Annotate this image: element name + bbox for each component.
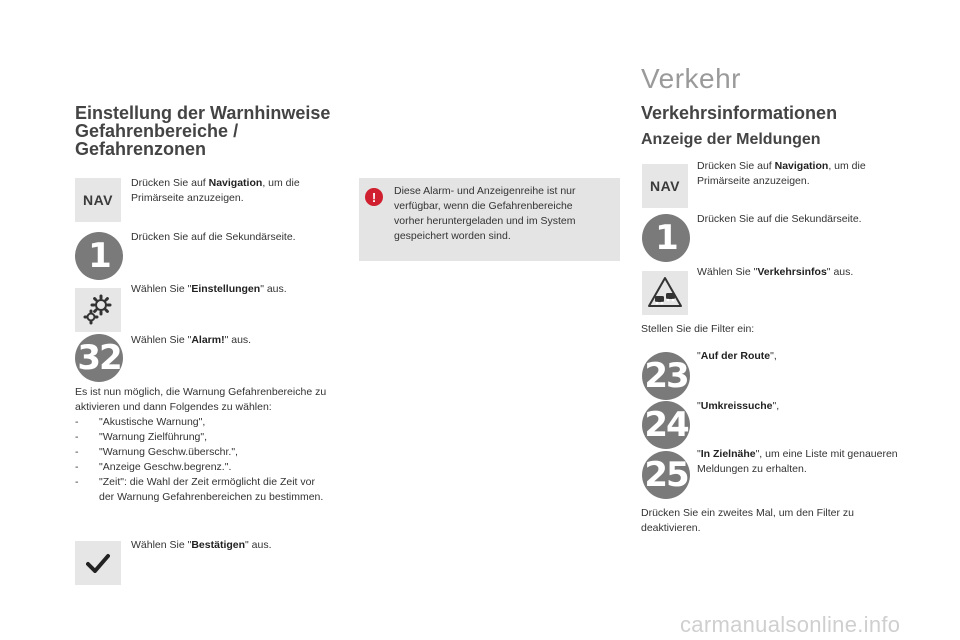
alert-line-3: vorher heruntergeladen und im System: [394, 215, 576, 227]
nav-icon-label: NAV: [649, 178, 681, 194]
filter-route-text: "Auf der Route",: [697, 350, 777, 362]
nav-button-icon: [642, 164, 688, 208]
step-settings-post: " aus.: [260, 283, 287, 295]
right-step-nav-pre: Drücken Sie auf: [697, 160, 775, 172]
para-line-1: Es ist nun möglich, die Warnung Gefahrenbereiche zu: [75, 386, 327, 398]
number-25-icon: [642, 451, 690, 499]
alert-line-4: gespeichert worden sind.: [394, 230, 511, 242]
option-item: - "Warnung Geschw.überschr.",: [75, 445, 345, 460]
left-title-line-3: Gefahrenzonen: [75, 139, 207, 159]
number-1-icon: [642, 214, 690, 262]
right-step-nav-text: [697, 159, 866, 189]
deactivate-text: [641, 506, 854, 536]
step-settings-pre: Wählen Sie ": [131, 283, 192, 295]
left-title-line-2: Gefahrenbereiche /: [75, 121, 239, 141]
filter-route-bold: Auf der Route: [700, 350, 771, 362]
number-32-icon: [75, 334, 123, 382]
step-alarm-bold: Alarm!: [191, 334, 225, 346]
filter-destination-text: "In Zielnähe", um eine Liste mit genaueren Meldungen zu erhalten.: [697, 448, 898, 475]
step-nav-pre: Drücken Sie auf: [131, 177, 209, 189]
right-step-traffic-post: " aus.: [826, 266, 854, 278]
number-1-label: 1: [655, 218, 677, 258]
option-item: - "Warnung Zielführung",: [75, 430, 345, 445]
number-32-label: 32: [77, 338, 121, 378]
number-24-label: 24: [644, 405, 688, 445]
options-list: [75, 415, 345, 505]
option-time: "Zeit": die Wahl der Zeit ermöglicht die Zeit vor: [99, 476, 315, 488]
filter-intro: Stellen Sie die Filter ein:: [641, 323, 755, 335]
alert-text: [394, 184, 576, 244]
step-secondary-text: Drücken Sie auf die Sekundärseite.: [131, 231, 296, 243]
alert-line-1: Diese Alarm- und Anzeigenreihe ist nur: [394, 185, 576, 197]
watermark: carmanualsonline.info: [680, 612, 901, 637]
step-confirm-bold: Bestätigen: [191, 539, 246, 551]
number-24-icon: [642, 401, 690, 449]
step-alarm-pre: Wählen Sie ": [131, 334, 192, 346]
number-23-label: 23: [644, 356, 688, 396]
options-paragraph: [75, 385, 345, 505]
alert-line-2: verfügbar, wenn die Gefahrenbereiche: [394, 200, 573, 212]
step-nav-bold: Navigation: [208, 177, 263, 189]
step-nav-line2: Primärseite anzuzeigen.: [131, 192, 244, 204]
option-time-cont: der Warnung Gefahrenbereichen zu bestimmen.: [99, 491, 324, 503]
right-subtitle: Anzeige der Meldungen: [641, 131, 821, 148]
step-settings-text: [131, 282, 287, 297]
step-alarm-text: [131, 333, 251, 348]
warning-icon: [365, 188, 383, 206]
step-nav-text: [131, 176, 300, 206]
confirm-checkmark-icon: [75, 541, 121, 585]
filter-radius-text: "Umkreissuche",: [697, 400, 780, 412]
right-step-nav-bold: Navigation: [774, 160, 829, 172]
right-step-nav-post: , um die: [828, 160, 866, 172]
nav-icon-label: NAV: [82, 192, 114, 208]
filter-route-post: ",: [770, 350, 777, 362]
step-alarm-post: " aus.: [224, 334, 252, 346]
number-25-label: 25: [644, 455, 688, 495]
right-title: Verkehrsinformationen: [641, 103, 838, 123]
filter-destination-bold: In Zielnähe: [700, 448, 756, 460]
traffic-info-icon: [642, 271, 688, 315]
step-confirm-text: [131, 538, 272, 553]
option-item: - "Akustische Warnung",: [75, 415, 345, 430]
filter-destination-line2: Meldungen zu erhalten.: [697, 463, 807, 475]
nav-button-icon: [75, 178, 121, 222]
number-23-icon: [642, 352, 690, 400]
deactivate-line-2: deaktivieren.: [641, 522, 701, 534]
number-1-icon: [75, 232, 123, 280]
right-step-nav-line2: Primärseite anzuzeigen.: [697, 175, 810, 187]
right-step-traffic-text: [697, 265, 853, 280]
right-step-traffic-bold: Verkehrsinfos: [757, 266, 827, 278]
option-item: - "Anzeige Geschw.begrenz.".: [75, 460, 345, 475]
filter-radius-bold: Umkreissuche: [700, 400, 773, 412]
step-settings-bold: Einstellungen: [191, 283, 261, 295]
deactivate-line-1: Drücken Sie ein zweites Mal, um den Filter zu: [641, 507, 854, 519]
step-confirm-post: " aus.: [245, 539, 272, 551]
left-title-line-1: Einstellung der Warnhinweise: [75, 103, 331, 123]
right-step-secondary-text: Drücken Sie auf die Sekundärseite.: [697, 213, 862, 225]
warning-icon-label: !: [371, 189, 377, 205]
left-title: [75, 104, 330, 158]
right-step-traffic-pre: Wählen Sie ": [697, 266, 758, 278]
step-nav-post: , um die: [262, 177, 300, 189]
filter-radius-post: ",: [772, 400, 780, 412]
filter-destination-post: ", um eine Liste mit genaueren: [755, 448, 898, 460]
step-confirm-pre: Wählen Sie ": [131, 539, 192, 551]
option-item: [75, 475, 345, 505]
number-1-label: 1: [88, 236, 110, 276]
alert-note-box: [359, 178, 620, 261]
section-title: Verkehr: [641, 63, 741, 94]
para-line-2: aktivieren und dann Folgendes zu wählen:: [75, 401, 272, 413]
settings-gear-icon: [75, 288, 121, 332]
